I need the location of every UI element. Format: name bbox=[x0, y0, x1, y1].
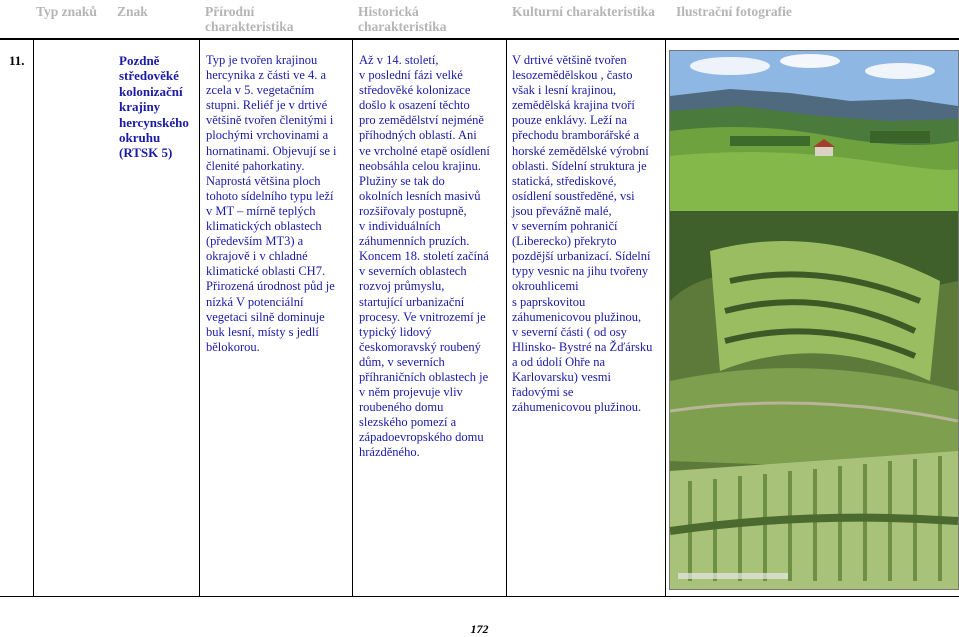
name-line: krajiny bbox=[119, 99, 161, 115]
footer-rule bbox=[0, 596, 959, 597]
text-line: horské zemědělské výrobní bbox=[512, 143, 649, 158]
header-type: Typ znaků bbox=[36, 4, 97, 19]
text-line: plochými vrchovinami a bbox=[206, 128, 329, 143]
header-sign: Znak bbox=[117, 4, 148, 19]
column-divider bbox=[665, 40, 666, 596]
text-line: členité pahorkatiny. bbox=[206, 158, 305, 173]
table-header bbox=[0, 0, 959, 36]
text-line: rozšiřovaly postupně, bbox=[359, 203, 467, 218]
name-line: středověké bbox=[119, 68, 179, 84]
illustrative-photos bbox=[669, 50, 959, 590]
text-line: ve vrcholné etapě osídlení bbox=[359, 143, 490, 158]
text-line: v severním pohraničí bbox=[512, 219, 618, 234]
column-divider bbox=[199, 40, 200, 596]
text-line: V drtivé většině tvořen bbox=[512, 53, 627, 67]
text-line: zemědělská krajina tvoří bbox=[512, 98, 635, 113]
text-line: záhumenních pruzích. bbox=[359, 234, 470, 249]
text-line: (především MT3) a bbox=[206, 234, 304, 249]
text-line: s paprskovitou bbox=[512, 294, 586, 309]
cultural-characteristics bbox=[512, 53, 664, 415]
text-line: příhodných oblastí. Ani bbox=[359, 128, 477, 143]
landscape-type-name bbox=[119, 53, 197, 161]
natural-characteristics bbox=[206, 53, 351, 355]
text-line: českomoravský roubený bbox=[359, 339, 481, 354]
text-line: lesozemědělskou , často bbox=[512, 68, 633, 83]
text-line: Koncem 18. století začíná bbox=[359, 249, 489, 264]
text-line: stupni. Reliéf je v drtivé bbox=[206, 98, 328, 113]
text-line: došlo k osazení těchto bbox=[359, 98, 470, 113]
text-line: okolních lesních masivů bbox=[359, 188, 481, 203]
column-divider bbox=[506, 40, 507, 596]
text-line: a od údolí Ohře na bbox=[512, 354, 606, 369]
text-line: klimatické oblasti CH7. bbox=[206, 264, 326, 279]
text-line: však i lesní krajinou, bbox=[512, 83, 617, 98]
text-line: tohoto sídelního typu leží bbox=[206, 188, 334, 203]
text-line: typický lidový bbox=[359, 324, 432, 339]
text-line: klimatických oblastech bbox=[206, 219, 322, 234]
text-line: Karlovarsku) vesmi bbox=[512, 369, 611, 384]
text-line: dům, v severních bbox=[359, 354, 445, 369]
text-line: okrajově i v chladné bbox=[206, 249, 308, 264]
text-line: pro zemědělství nejméně bbox=[359, 113, 484, 128]
name-line: hercynského bbox=[119, 114, 189, 130]
text-line: rozvoj průmyslu, bbox=[359, 279, 445, 294]
text-line: Hlinsko- Bystré na Žďársku bbox=[512, 339, 653, 354]
text-line: v něm projevuje vliv bbox=[359, 385, 463, 400]
text-line: Typ je tvořen krajinou bbox=[206, 53, 318, 67]
header-cultural: Kulturní charakteristika bbox=[512, 4, 655, 19]
column-divider bbox=[352, 40, 353, 596]
text-line: (Liberecko) překryto bbox=[512, 234, 617, 249]
text-line: hercynika z části ve 4. a bbox=[206, 68, 327, 83]
name-line: (RTSK 5) bbox=[119, 145, 173, 161]
text-line: neobsáhla celou krajinu. bbox=[359, 158, 481, 173]
text-line: středověké kolonizace bbox=[359, 83, 471, 98]
text-line: v poslední fázi velké bbox=[359, 68, 463, 83]
text-line: Přirozená úrodnost půd je bbox=[206, 279, 335, 294]
text-line: typy vesnic na jihu tvořeny bbox=[512, 264, 649, 279]
text-line: procesy. Ve vnitrozemí je bbox=[359, 309, 486, 324]
text-line: pouze enklávy. Leží na bbox=[512, 113, 628, 128]
column-divider bbox=[33, 40, 34, 596]
text-line: Naprostá většina ploch bbox=[206, 173, 321, 188]
text-line: v severních oblastech bbox=[359, 264, 467, 279]
text-line: přechodu bramborářské a bbox=[512, 128, 640, 143]
text-line: hornatinami. Objevují se i bbox=[206, 143, 337, 158]
text-line: vegetaci silně dominuje bbox=[206, 309, 325, 324]
text-line: v MT – mírně teplých bbox=[206, 203, 316, 218]
aerial-photo bbox=[670, 211, 958, 589]
text-line: zcela v 5. vegetačním bbox=[206, 83, 315, 98]
text-line: v severní části ( od osy bbox=[512, 324, 627, 339]
name-line: kolonizační bbox=[119, 83, 183, 99]
text-line: buk lesní, místy s jedlí bbox=[206, 324, 319, 339]
header-natural: Přírodní charakteristika bbox=[205, 4, 294, 34]
name-line: Pozdně bbox=[119, 53, 160, 68]
historical-characteristics bbox=[359, 53, 505, 461]
text-line: v individuálních bbox=[359, 219, 441, 234]
header-rule bbox=[0, 38, 959, 40]
text-line: nízká V potenciální bbox=[206, 294, 304, 309]
text-line: jsou převážně malé, bbox=[512, 203, 612, 218]
text-line: roubeného domu bbox=[359, 400, 444, 415]
text-line: většině tvořen členitými i bbox=[206, 113, 334, 128]
text-line: pozdější urbanizací. Sídelní bbox=[512, 249, 651, 264]
text-line: záhumenicovou plužinou, bbox=[512, 309, 642, 324]
text-line: okrouhlicemi bbox=[512, 279, 579, 294]
text-line: bělokorou. bbox=[206, 339, 260, 354]
text-line: startující urbanizační bbox=[359, 294, 465, 309]
row-number: 11. bbox=[9, 53, 25, 68]
text-line: Až v 14. století, bbox=[359, 53, 439, 67]
text-line: záhumenicovou plužinou. bbox=[512, 400, 642, 415]
text-line: slezského pomezí a bbox=[359, 415, 457, 430]
text-line: řadovými se bbox=[512, 385, 574, 400]
text-line: Plužiny se tak do bbox=[359, 173, 445, 188]
page-number: 172 bbox=[470, 622, 489, 636]
text-line: hrázděného. bbox=[359, 445, 420, 460]
text-line: osídlení soustředěné, vsi bbox=[512, 188, 635, 203]
header-photo: Ilustrační fotografie bbox=[676, 4, 792, 19]
header-historical: Historická charakteristika bbox=[358, 4, 447, 34]
text-line: statická, střediskové, bbox=[512, 173, 617, 188]
landscape-photo bbox=[670, 51, 959, 211]
text-line: příhraničních oblastech je bbox=[359, 369, 489, 384]
text-line: západoevropského domu bbox=[359, 430, 484, 445]
text-line: oblasti. Sídelní struktura je bbox=[512, 158, 647, 173]
name-line: okruhu bbox=[119, 130, 161, 146]
